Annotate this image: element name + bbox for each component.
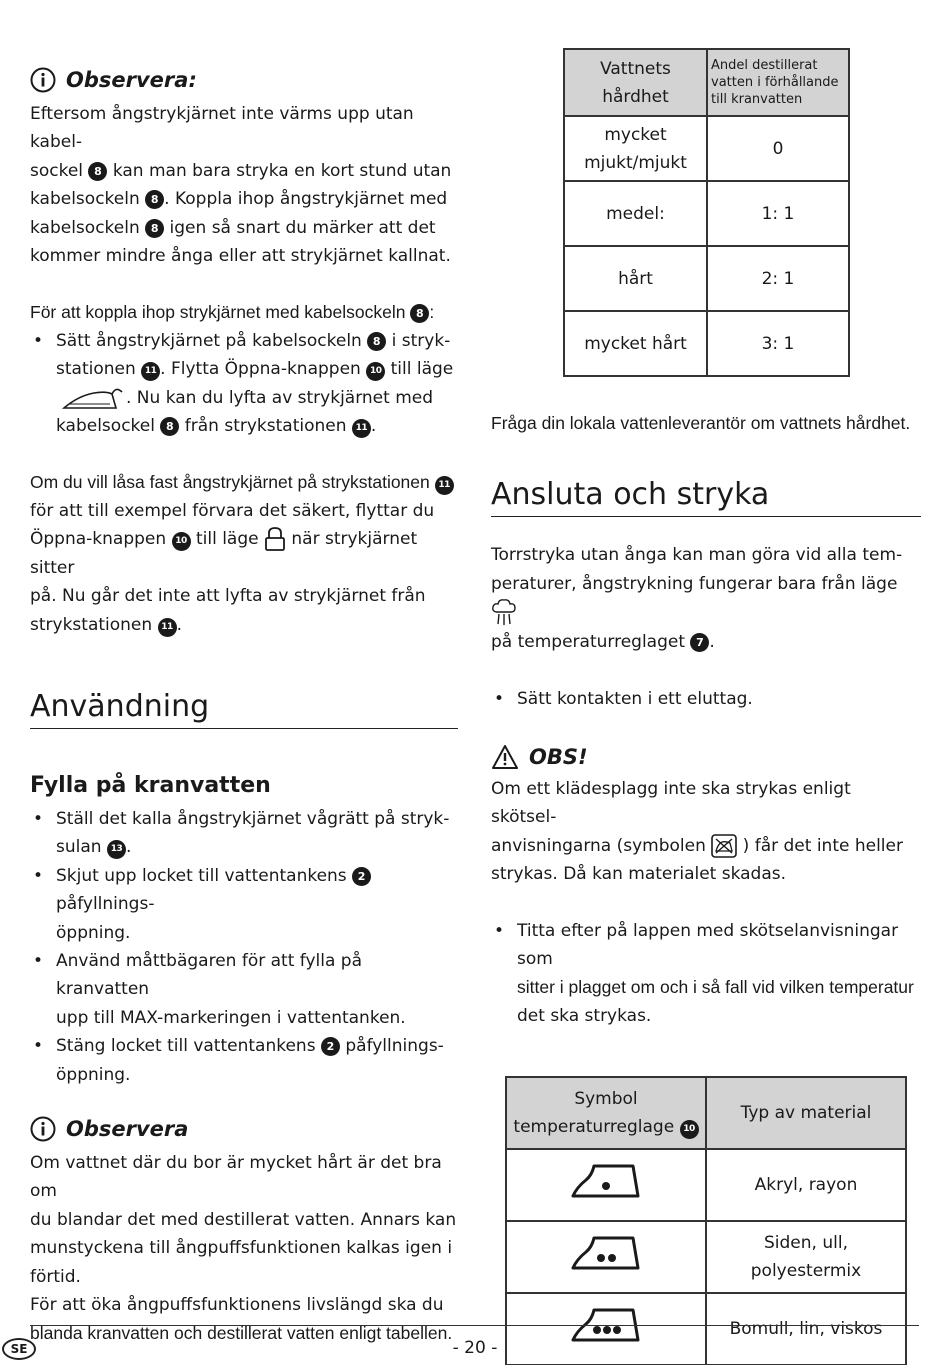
number-badge: 8: [160, 417, 179, 436]
table-cell: hårt: [564, 246, 707, 311]
text-line: på. Nu går det inte att lyfta av strykjärnet från: [30, 586, 426, 607]
table-cell: mycket mjukt/mjukt: [564, 116, 707, 181]
page-number: - 20 -: [452, 1338, 498, 1358]
table-header-cell: Andel destillerat vatten i förhållande till kranvatten: [707, 49, 849, 116]
subsection-title: Fylla på kranvatten: [30, 772, 271, 798]
label-list: [491, 917, 921, 1031]
text-line: peraturer, ångstrykning fungerar bara från läge: [491, 570, 921, 628]
text-line: Öppna-knappen 10 till läge när strykjärnet sitter: [30, 525, 458, 582]
plug-list: [491, 685, 921, 713]
table-cell: 1: 1: [707, 181, 849, 246]
warning-title: OBS!: [529, 745, 588, 770]
table-cell: [506, 1221, 706, 1293]
text-line: kommer mindre ånga eller att strykjärnet kallnat.: [30, 246, 451, 267]
text-line: kabelsockeln 8 igen så snart du märker att det: [30, 217, 436, 238]
number-badge: 8: [88, 162, 107, 181]
text-line: Eftersom ångstrykjärnet inte värms upp utan kabel-: [30, 104, 414, 153]
number-badge: 11: [352, 419, 371, 438]
list-item: • Titta efter på lappen med skötselanvisningar som sitter i plagget om och i så fall vid vilken temperatur det ska strykas.: [491, 917, 921, 1031]
number-badge: 11: [141, 362, 160, 381]
table-cell: 2: 1: [707, 246, 849, 311]
table-row: [564, 116, 849, 181]
text-line: kabelsockeln 8 . Koppla ihop ångstrykjärnet med: [30, 189, 448, 210]
fill-list: [30, 805, 458, 1089]
lock-paragraph: [30, 468, 458, 638]
number-badge: 11: [158, 618, 177, 637]
warning-triangle-icon: [491, 744, 519, 770]
note-body: [30, 100, 458, 270]
text-line: Om du vill låsa fast ångstrykjärnet på strykstationen 11: [30, 468, 458, 496]
number-badge: 10: [680, 1120, 699, 1139]
info-icon: [30, 1116, 56, 1142]
table-cell: medel:: [564, 181, 707, 246]
text-line: Om ett klädesplagg inte ska strykas enligt skötsel-: [491, 779, 851, 828]
water-hardness-table: [563, 48, 850, 377]
text-line: på temperaturreglaget 7 .: [491, 632, 715, 653]
table-cell: [506, 1149, 706, 1221]
text-line: för att till exempel förvara det säkert, flyttar du: [30, 500, 435, 521]
number-badge: 8: [367, 332, 386, 351]
iron-two-dots-icon: [566, 1230, 646, 1276]
table-cell: Siden, ull, polyestermix: [706, 1221, 906, 1293]
number-badge: 7: [690, 633, 709, 652]
table-header-row: [506, 1077, 906, 1149]
note-title: Observera:: [66, 68, 197, 92]
number-badge: 2: [321, 1037, 340, 1056]
left-column: [30, 60, 458, 1348]
number-badge: 8: [410, 304, 429, 323]
number-badge: 11: [435, 476, 454, 495]
table-cell: Akryl, rayon: [706, 1149, 906, 1221]
list-item: • Använd måttbägaren för att fylla på kranvatten upp till MAX-markeringen i vattentanken.: [30, 947, 458, 1032]
list-item: • Skjut upp locket till vattentankens 2 påfyllnings- öppning.: [30, 862, 458, 947]
table-row: [506, 1221, 906, 1293]
connect-list: [30, 327, 458, 441]
footer-divider: [30, 1325, 919, 1326]
text-line: anvisningarna (symbolen ) får det inte heller: [491, 835, 903, 856]
text-line: förtid.: [30, 1266, 81, 1287]
table-cell: 0: [707, 116, 849, 181]
text-line: strykstationen 11 .: [30, 614, 182, 635]
note-heading: [30, 60, 458, 100]
water-supplier-note: Fråga din lokala vattenleverantör om vattnets hårdhet.: [491, 413, 911, 433]
number-badge: 8: [145, 219, 164, 238]
table-row: [564, 311, 849, 376]
no-iron-icon: [711, 834, 737, 858]
list-item: • Stäng locket till vattentankens 2 påfyllnings- öppning.: [30, 1032, 458, 1089]
connect-instructions: [30, 298, 458, 440]
right-column: [491, 48, 921, 1365]
dry-ironing-paragraph: [491, 541, 921, 656]
lock-icon: [264, 526, 286, 552]
list-item: • Sätt ångstrykjärnet på kabelsockeln 8 i stryk- stationen 11 . Flytta Öppna-knappen 10 till läge . Nu kan du lyfta av strykjärnet med kabelsockel 8 från strykstationen 11 .: [30, 327, 458, 441]
section-title-anvandning: Användning: [30, 689, 458, 729]
note-body: [30, 1149, 458, 1348]
section-title-ansluta: Ansluta och stryka: [491, 477, 921, 517]
table-row: [506, 1149, 906, 1221]
iron-lift-icon: [56, 384, 126, 412]
text-line: Torrstryka utan ånga kan man göra vid alla tem-: [491, 545, 903, 566]
note-observera-1: [30, 60, 458, 270]
table-header-cell: Typ av material: [706, 1077, 906, 1149]
number-badge: 10: [366, 362, 385, 381]
list-item: • Sätt kontakten i ett eluttag.: [491, 685, 921, 713]
note-observera-2: [30, 1109, 458, 1348]
warning-heading: [491, 739, 921, 775]
number-badge: 8: [145, 190, 164, 209]
table-header-cell: Symbol temperaturreglage 10: [506, 1077, 706, 1149]
number-badge: 2: [352, 867, 371, 886]
text-line: sockel 8 kan man bara stryka en kort stund utan: [30, 160, 452, 181]
note-title: Observera: [66, 1116, 189, 1141]
text-line: För att öka ångpuffsfunktionens livslängd ska du: [30, 1295, 444, 1315]
table-header-row: [564, 49, 849, 116]
number-badge: 13: [107, 840, 126, 859]
steam-setting-icon: [491, 598, 517, 628]
material-table: [505, 1076, 907, 1365]
language-badge: SE: [2, 1338, 36, 1360]
text-line: du blandar det med destillerat vatten. Annars kan: [30, 1209, 457, 1230]
text-line: munstyckena till ångpuffsfunktionen kalkas igen i: [30, 1238, 453, 1259]
table-cell: Bomull, lin, viskos: [706, 1293, 906, 1365]
note-heading: [30, 1109, 458, 1149]
connect-intro: För att koppla ihop strykjärnet med kabelsockeln 8 :: [30, 302, 435, 323]
list-item: • Ställ det kalla ångstrykjärnet vågrätt på stryk- sulan 13 .: [30, 805, 458, 862]
fill-water-section: [30, 773, 458, 1089]
warning-body: [491, 775, 921, 889]
table-cell: 3: 1: [707, 311, 849, 376]
text-line: blanda kranvatten och destillerat vatten enligt tabellen.: [30, 1323, 453, 1344]
warning-obs: [491, 739, 921, 889]
table-row: [564, 246, 849, 311]
table-header-cell: Vattnets hårdhet: [564, 49, 707, 116]
text-line: Om vattnet där du bor är mycket hårt är det bra om: [30, 1152, 442, 1202]
iron-one-dot-icon: [566, 1158, 646, 1204]
table-row: [564, 181, 849, 246]
number-badge: 10: [172, 532, 191, 551]
text-line: strykas. Då kan materialet skadas.: [491, 864, 787, 885]
info-icon: [30, 67, 56, 93]
table-cell: mycket hårt: [564, 311, 707, 376]
